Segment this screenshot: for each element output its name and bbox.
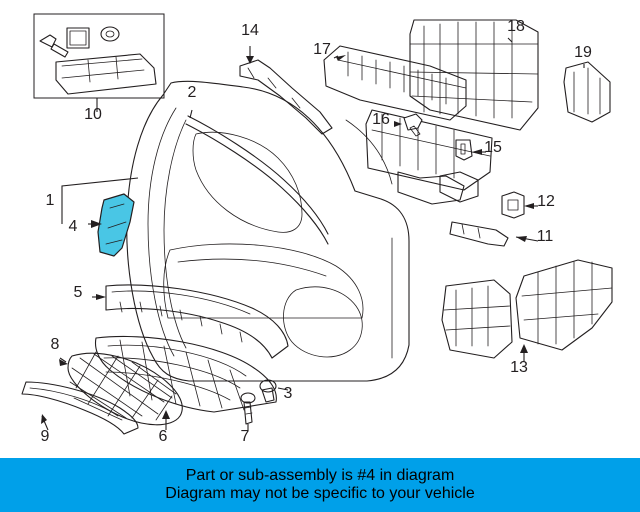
leader-2 [190, 110, 192, 118]
side-bracket-19 [564, 62, 610, 122]
panel-long-13c [522, 288, 612, 296]
cover-top-sweep [346, 120, 392, 184]
bracket-detail-14a [248, 68, 254, 78]
callout-17: 17 [313, 41, 331, 58]
surround-rib-5e [200, 316, 202, 326]
mesh-8j [108, 366, 140, 416]
cover-inner-edge [148, 108, 176, 356]
grille-mesh-line-6i [230, 370, 244, 410]
strip-detail-b-10 [62, 70, 144, 78]
clip-hole-12 [508, 200, 518, 210]
arrow-14 [246, 56, 254, 64]
bolt-shank-10 [51, 44, 68, 57]
banner-line-primary: Part or sub-assembly is #4 in diagram [185, 466, 455, 484]
part-group-8 [59, 352, 182, 425]
clip-bracket-12 [502, 192, 524, 218]
beam-long-18c [412, 96, 532, 102]
lower-trim-9 [22, 382, 138, 434]
banner-line-secondary: Diagram may not be specific to your vehicle [165, 485, 475, 502]
part-group-13 [442, 260, 612, 362]
arrow-6 [162, 410, 170, 419]
arrow-13 [520, 344, 528, 353]
upper-beam-18 [410, 20, 538, 130]
upper-trim-strip-2 [188, 116, 328, 234]
arrow-11 [516, 236, 527, 242]
arrow-9 [41, 414, 47, 424]
small-bracket-inner-10 [70, 31, 86, 45]
part-group-15 [456, 140, 486, 160]
upper-cross-bracket-14 [240, 60, 332, 134]
callout-9: 9 [40, 428, 50, 445]
grille-mesh-line-6h [208, 360, 222, 408]
panel-long-13a [444, 306, 510, 310]
callout-19: 19 [574, 44, 592, 61]
grille-mesh-line-6c [106, 372, 230, 400]
strip-detail-d-10 [116, 57, 118, 79]
upper-trim-strip-2b [186, 124, 328, 244]
part-group-17 [324, 46, 466, 120]
support-panel-13b [516, 260, 612, 350]
surround-rib-5b [140, 302, 142, 312]
part-group-11 [450, 222, 538, 246]
surround-rib-5g [240, 332, 242, 342]
part-group-9 [22, 382, 138, 434]
callout-11: 11 [536, 228, 554, 245]
panel-long-13d [524, 314, 598, 320]
info-banner [0, 458, 640, 512]
support-panel-13a [442, 280, 512, 358]
callout-3: 3 [283, 385, 293, 402]
callout-10: 10 [84, 106, 102, 123]
bracket-detail-14b [268, 78, 276, 88]
strip-rib-11b [478, 228, 480, 238]
surround-rib-5a [120, 302, 122, 312]
callout-2: 2 [187, 84, 197, 101]
lower-grille-opening [164, 244, 363, 318]
headlight-opening [193, 132, 302, 232]
fog-lamp-opening [283, 287, 362, 357]
callout-1: 1 [45, 192, 55, 209]
callout-15: 15 [484, 139, 502, 156]
grille-mesh-line-6f [164, 346, 176, 404]
callout-14: 14 [241, 22, 259, 39]
arrow-16 [394, 121, 402, 127]
part-group-2 [186, 110, 328, 244]
callout-7: 7 [240, 428, 250, 445]
callout-16: 16 [372, 111, 390, 128]
clip-16 [404, 114, 422, 130]
callout-18: 18 [507, 18, 525, 35]
bracket-hole-15 [461, 144, 465, 154]
part-group-10 [34, 14, 164, 112]
bar-long-17 [338, 60, 466, 88]
surround-rib-5f [220, 324, 222, 334]
strip-rib-11a [462, 224, 464, 234]
part-group-14 [240, 46, 332, 134]
callout-8: 8 [50, 336, 60, 353]
mesh-8k [132, 380, 158, 418]
grommet-10 [101, 27, 119, 41]
callout-4: 4 [68, 218, 78, 235]
bumper-cover-outline [127, 81, 409, 381]
callout-12: 12 [537, 193, 555, 210]
callout-13: 13 [510, 359, 528, 376]
part-group-bumper-cover [127, 81, 409, 381]
beam-long-18b [410, 72, 538, 74]
grommet-inner-10 [106, 31, 114, 37]
grille-mesh-line-6g [186, 352, 200, 406]
arrow-12 [524, 203, 534, 209]
part-group-7 [241, 393, 255, 430]
leader-18 [508, 38, 512, 42]
part-group-12 [502, 192, 538, 218]
part-group-19 [564, 62, 610, 122]
grille-opening-line [178, 259, 326, 276]
surround-rib-5c [160, 306, 162, 316]
arrow-5 [96, 294, 106, 300]
grille-mesh-line-6a [108, 345, 246, 376]
part-group-18 [410, 20, 538, 130]
surround-rib-5d [180, 310, 182, 320]
callout-6: 6 [158, 428, 168, 445]
arrow-15 [472, 149, 482, 155]
callout-5: 5 [73, 284, 83, 301]
bolt-shank-3 [262, 388, 274, 402]
